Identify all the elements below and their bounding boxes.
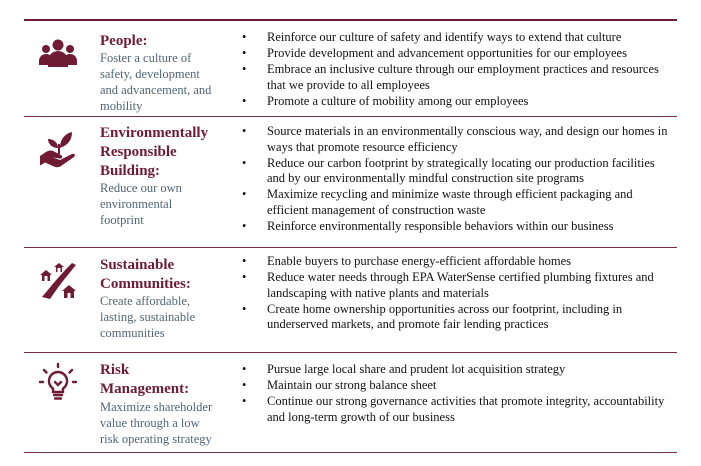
divider <box>24 452 677 453</box>
lightbulb-icon <box>36 362 80 406</box>
list-item: • Embrace an inclusive culture through our employment practices and resources that we provide to all employees <box>242 62 659 92</box>
bullet-list <box>242 362 672 426</box>
list-item: • Enable buyers to purchase energy-efficient affordable homes <box>242 254 572 268</box>
community-houses-icon <box>36 257 80 301</box>
list-item: • Continue our strong governance activities that promote integrity, accountability and long-term growth of our business <box>242 394 665 424</box>
section-description: Create affordable, lasting, sustainable communities <box>100 294 196 340</box>
people-icon <box>36 34 80 78</box>
section-communities <box>24 251 677 348</box>
top-rule <box>24 19 677 21</box>
list-item: • Source materials in an environmentally conscious way, and design our homes in ways that promote resource efficiency <box>242 124 668 154</box>
list-item: • Create home ownership opportunities across our footprint, including in underserved markets, and promote fair lending practices <box>242 301 623 332</box>
section-description: Maximize shareholder value through a low risk operating strategy <box>100 400 213 446</box>
section-heading: Environmentally Responsible Building: <box>100 125 209 179</box>
section-risk <box>24 356 677 456</box>
list-item: • Maintain our strong balance sheet <box>242 378 437 393</box>
list-item: • Reduce water needs through EPA WaterSense certified plumbing fixtures and landscaping with native plants and materials <box>242 270 654 300</box>
section-heading: People: <box>100 33 148 49</box>
plant-in-hand-icon <box>36 126 80 170</box>
list-item: • Pursue large local share and prudent lot acquisition strategy <box>242 362 566 376</box>
bullet-list <box>242 124 672 235</box>
list-item: • Promote a culture of mobility among our employees <box>242 93 529 108</box>
list-item: • Reduce our carbon footprint by strategically locating our production facilities and by our environmentally mindful construction site programs <box>242 155 655 186</box>
divider <box>24 116 677 117</box>
divider <box>24 352 677 353</box>
section-people <box>24 28 677 114</box>
section-environment <box>24 120 677 245</box>
list-item: • Reinforce environmentally responsible behaviors within our business <box>242 219 614 234</box>
divider <box>24 247 677 248</box>
bullet-list <box>242 30 672 110</box>
list-item: • Reinforce our culture of safety and identify ways to extend that culture <box>242 30 622 44</box>
list-item: • Maximize recycling and minimize waste through efficient packaging and efficient management of construction waste <box>242 187 633 217</box>
section-description: Reduce our own environmental footprint <box>100 181 182 227</box>
section-heading: Risk Management: <box>100 362 190 397</box>
section-description: Foster a culture of safety, development and advancement, and mobility <box>100 51 212 113</box>
bullet-list <box>242 254 672 333</box>
section-heading: Sustainable Communities: <box>100 257 191 292</box>
list-item: • Provide development and advancement opportunities for our employees <box>242 46 627 61</box>
